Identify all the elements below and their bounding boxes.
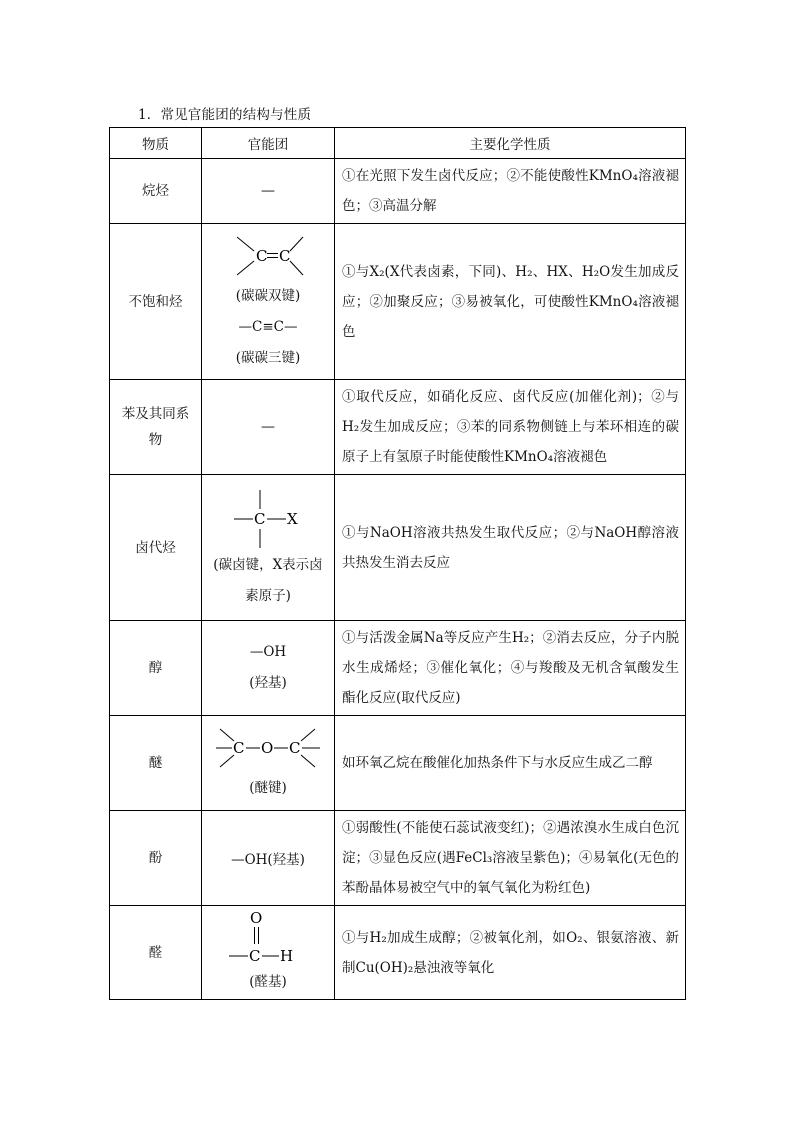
alkene-atom-1: C <box>256 247 268 265</box>
ether-oxygen: O <box>261 738 274 757</box>
aldehyde-group-structure <box>223 907 313 967</box>
functional-group-cell <box>202 475 335 621</box>
property-cell: ①在光照下发生卤代反应；②不能使酸性KMnO₄溶液褪色；③高温分解 <box>335 159 686 224</box>
substance-cell: 烷烃 <box>110 159 202 224</box>
substance-cell: 醇 <box>110 621 202 716</box>
property-cell: ①与X₂(X代表卤素，下同)、H₂、HX、H₂O发生加成反应；②加聚反应；③易被氧化，可使酸性KMnO₄溶液褪色 <box>335 224 686 380</box>
header-substance: 物质 <box>110 128 202 159</box>
substance-cell: 醛 <box>110 906 202 1000</box>
section-heading: 1．常见官能团的结构与性质 <box>138 107 312 123</box>
aldehyde-oxygen: O <box>250 909 263 927</box>
table-header-row <box>110 128 686 159</box>
table-row <box>110 811 686 906</box>
carbon-double-bond-structure <box>228 229 308 281</box>
functional-group-table <box>109 127 686 1000</box>
substance-cell: 酚 <box>110 811 202 906</box>
hydroxyl-caption: (羟基) <box>249 675 287 691</box>
functional-group-cell: —OH(羟基) <box>202 811 335 906</box>
property-cell: ①与活泼金属Na等反应产生H₂；②消去反应，分子内脱水生成烯烃；③催化氧化；④与羧酸及无机含氧酸发生酯化反应(取代反应) <box>335 621 686 716</box>
header-functional-group: 官能团 <box>202 128 335 159</box>
ether-bond-structure <box>212 723 324 773</box>
ether-bond-caption: (醚键) <box>249 779 287 796</box>
triple-bond-formula: —C≡C— <box>238 319 298 335</box>
haloalkane-halogen: X <box>287 509 298 528</box>
triple-bond-caption: (碳碳三键) <box>235 350 301 366</box>
property-cell: ①弱酸性(不能使石蕊试液变红)；②遇浓溴水生成白色沉淀；③显色反应(遇FeCl₃溶液呈紫色)；④易氧化(无色的苯酚晶体易被空气中的氧气氧化为粉红色) <box>335 811 686 906</box>
double-bond-caption: (碳碳双键) <box>235 288 301 304</box>
functional-group-cell <box>202 716 335 811</box>
property-cell: ①与H₂加成生成醇；②被氧化剂，如O₂、银氨溶液、新制Cu(OH)₂悬浊液等氧化 <box>335 906 686 1000</box>
aldehyde-hydrogen: H <box>280 947 294 965</box>
table-row <box>110 621 686 716</box>
table-row <box>110 716 686 811</box>
substance-cell: 苯及其同系物 <box>110 380 202 475</box>
aldehyde-caption: (醛基) <box>249 974 287 990</box>
functional-group-cell <box>202 621 335 716</box>
hydroxyl-formula: —OH <box>249 644 287 660</box>
substance-cell: 卤代烃 <box>110 475 202 621</box>
functional-group-cell <box>202 906 335 1000</box>
table-row <box>110 475 686 621</box>
ether-carbon-2: C <box>289 738 301 757</box>
table-row <box>110 906 686 1000</box>
property-cell: ①与NaOH溶液共热发生取代反应；②与NaOH醇溶液共热发生消去反应 <box>335 475 686 621</box>
table-row <box>110 380 686 475</box>
halogen-bond-caption: (碳卤键，X表示卤素原子) <box>213 556 323 604</box>
alkene-atom-2: C <box>279 247 291 265</box>
table-row <box>110 224 686 380</box>
property-cell: ①取代反应，如硝化反应、卤代反应(加催化剂)；②与H₂发生加成反应；③苯的同系物侧链上与苯环相连的碳原子上有氢原子时能使酸性KMnO₄溶液褪色 <box>335 380 686 475</box>
ether-carbon-1: C <box>233 738 245 757</box>
substance-cell: 不饱和烃 <box>110 224 202 380</box>
header-properties: 主要化学性质 <box>335 128 686 159</box>
carbon-halogen-bond-structure <box>228 484 308 550</box>
substance-cell: 醚 <box>110 716 202 811</box>
haloalkane-carbon: C <box>254 509 266 528</box>
functional-group-cell: — <box>202 380 335 475</box>
table-row <box>110 159 686 224</box>
aldehyde-carbon: C <box>249 947 261 965</box>
functional-group-cell: — <box>202 159 335 224</box>
functional-group-cell <box>202 224 335 380</box>
property-cell: 如环氧乙烷在酸催化加热条件下与水反应生成乙二醇 <box>335 716 686 811</box>
